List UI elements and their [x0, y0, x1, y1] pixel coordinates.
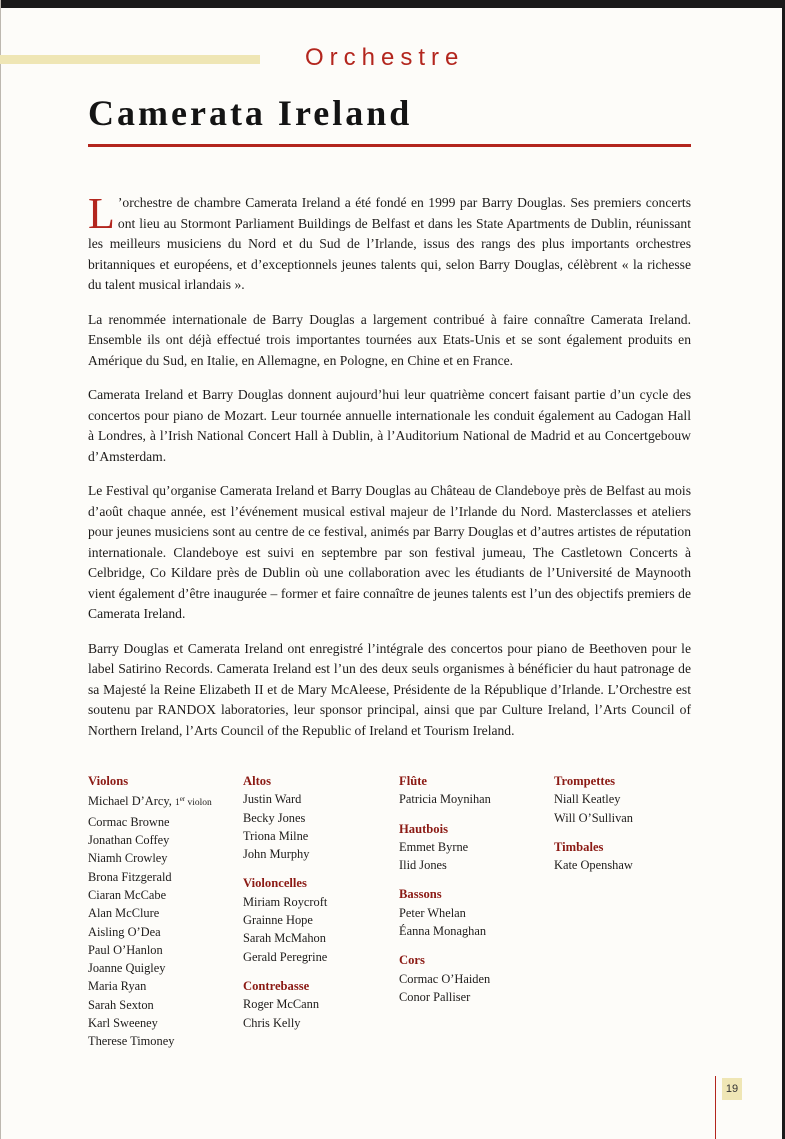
paragraph-text: ’orchestre de chambre Camerata Ireland a été fondé en 1999 par Barry Douglas. Ses premiers concerts ont lieu au Stormont Parliament Buildings de Belfast et dans les State Apartments de Dublin, réunissant les meilleurs musiciens du Nord et du Sud de l’Irlande, issus des rangs des plus importants orchestres britanniques et européens, et d’exceptionnels jeunes talents qui, selon Barry Douglas, célèbrent « la richesse du talent musical irlandais ». [88, 195, 691, 292]
member: Éanna Monaghan [399, 924, 487, 939]
member: Ilid Jones [399, 858, 447, 873]
member: Will O’Sullivan [554, 810, 634, 825]
member: Grainne Hope [243, 913, 313, 928]
section-timbales [554, 838, 704, 875]
member [88, 790, 238, 812]
member: Kate Openshaw [554, 858, 633, 873]
member: Cormac O’Haiden [399, 971, 491, 986]
section-trompettes [554, 772, 704, 827]
roster-column-3 [399, 772, 549, 1017]
section-label: Orchestre [305, 44, 465, 71]
section-heading: Violons [88, 774, 129, 788]
member: John Murphy [243, 847, 310, 862]
member: Justin Ward [243, 792, 302, 807]
member: Sarah McMahon [243, 931, 326, 946]
roster-column-1 [88, 772, 238, 1062]
member: Conor Palliser [399, 989, 471, 1004]
member: Niamh Crowley [88, 851, 168, 866]
member: Joanne Quigley [88, 961, 166, 976]
section-contrebasse [243, 977, 393, 1032]
roster-column-4 [554, 772, 704, 885]
member: Alan McClure [88, 906, 160, 921]
section-color-band [0, 55, 260, 64]
paragraph: Camerata Ireland et Barry Douglas donnent aujourd’hui leur quatrième concert faisant partie d’un cycle des concertos pour piano de Mozart. Leur tournée annuelle internationale les conduit également au Cadogan Hall à Londres, à l’Irish National Concert Hall à Dublin, à l’Auditorium National de Madrid et au Concertgebouw d’Amsterdam. [88, 387, 691, 464]
member: Miriam Roycroft [243, 894, 328, 909]
section-flute [399, 772, 549, 809]
section-heading: Hautbois [399, 821, 448, 836]
member: Becky Jones [243, 810, 306, 825]
page-number: 19 [722, 1078, 742, 1100]
roster-column-2 [243, 772, 393, 1043]
member: Niall Keatley [554, 792, 621, 807]
paragraph: Barry Douglas et Camerata Ireland ont enregistré l’intégrale des concertos pour piano de Beethoven pour le label Satirino Records. Camerata Ireland est l’un des deux seuls organismes à bénéficier du haut patronage de sa Majesté la Reine Elizabeth II et de Mary McAleese, Présidente de la République d’Irlande. L’Orchestre est soutenu par RANDOX laboratories, leur sponsor principal, ainsi que par Culture Ireland, l’Arts Council of Northern Ireland, l’Arts Council of the Republic of Ireland et Tourism Ireland. [88, 640, 691, 738]
scan-border-left [0, 0, 1, 1139]
section-heading: Altos [243, 774, 271, 788]
member: Peter Whelan [399, 905, 466, 920]
member-name: Michael D’Arcy, [88, 794, 172, 809]
article-body [88, 189, 691, 755]
section-heading: Timbales [554, 839, 604, 854]
member: Roger McCann [243, 997, 320, 1012]
paragraph: La renommée internationale de Barry Douglas a largement contribué à faire connaître Camerata Ireland. Ensemble ils ont déjà effectué trois importantes tournées aux Etats-Unis et se sont également produits en Amérique du Sud, en Italie, en Allemagne, en Pologne, en Chine et en France. [88, 311, 691, 368]
member: Emmet Byrne [399, 839, 469, 854]
member: Patricia Moynihan [399, 792, 491, 807]
member: Aisling O’Dea [88, 924, 161, 939]
section-heading: Trompettes [554, 774, 616, 788]
section-altos [243, 772, 393, 863]
member: Chris Kelly [243, 1015, 301, 1030]
section-heading: Violoncelles [243, 876, 307, 891]
drop-cap: L [88, 189, 115, 238]
scan-border-top [0, 0, 785, 8]
member: Ciaran McCabe [88, 887, 167, 902]
section-heading: Contrebasse [243, 978, 310, 993]
section-heading: Flûte [399, 774, 427, 788]
section-hautbois [399, 820, 549, 875]
member: Brona Fitzgerald [88, 869, 172, 884]
section-heading: Bassons [399, 887, 442, 902]
page-title: Camerata Ireland [88, 93, 413, 133]
section-bassons [399, 885, 549, 940]
paragraph: Le Festival qu’organise Camerata Ireland et Barry Douglas au Château de Clandeboye près de Belfast au mois d’août chaque année, est l’événement musical estival majeur de l’Irlande du Nord. Masterclasses et ateliers pour jeunes musiciens sont au centre de ce festival, animés par Barry Douglas et d’autres artistes de réputation internationale. Clandeboye est suivi en septembre par son festival jumeau, The Castletown Concerts à Celbridge, Co Kildare près de Dublin où une collaboration avec les étudiants de l’Université de Maynooth vient également d’être inaugurée – former et faire connaître de jeunes talents est l’un des objectifs premiers de Camerata Ireland. [88, 483, 691, 621]
title-rule [88, 144, 691, 147]
member: Cormac Browne [88, 814, 170, 829]
member: Maria Ryan [88, 979, 147, 994]
member: Gerald Peregrine [243, 949, 328, 964]
member: Paul O’Hanlon [88, 942, 163, 957]
member: Karl Sweeney [88, 1016, 158, 1031]
section-violoncelles [243, 874, 393, 965]
section-violons [88, 772, 238, 1051]
member: Therese Timoney [88, 1034, 175, 1049]
member: Triona Milne [243, 828, 309, 843]
section-cors [399, 951, 549, 1006]
member: Sarah Sexton [88, 997, 154, 1012]
member-role: 1er violon [174, 795, 212, 809]
paragraph [88, 189, 691, 296]
section-heading: Cors [399, 953, 425, 968]
member: Jonathan Coffey [88, 833, 170, 848]
